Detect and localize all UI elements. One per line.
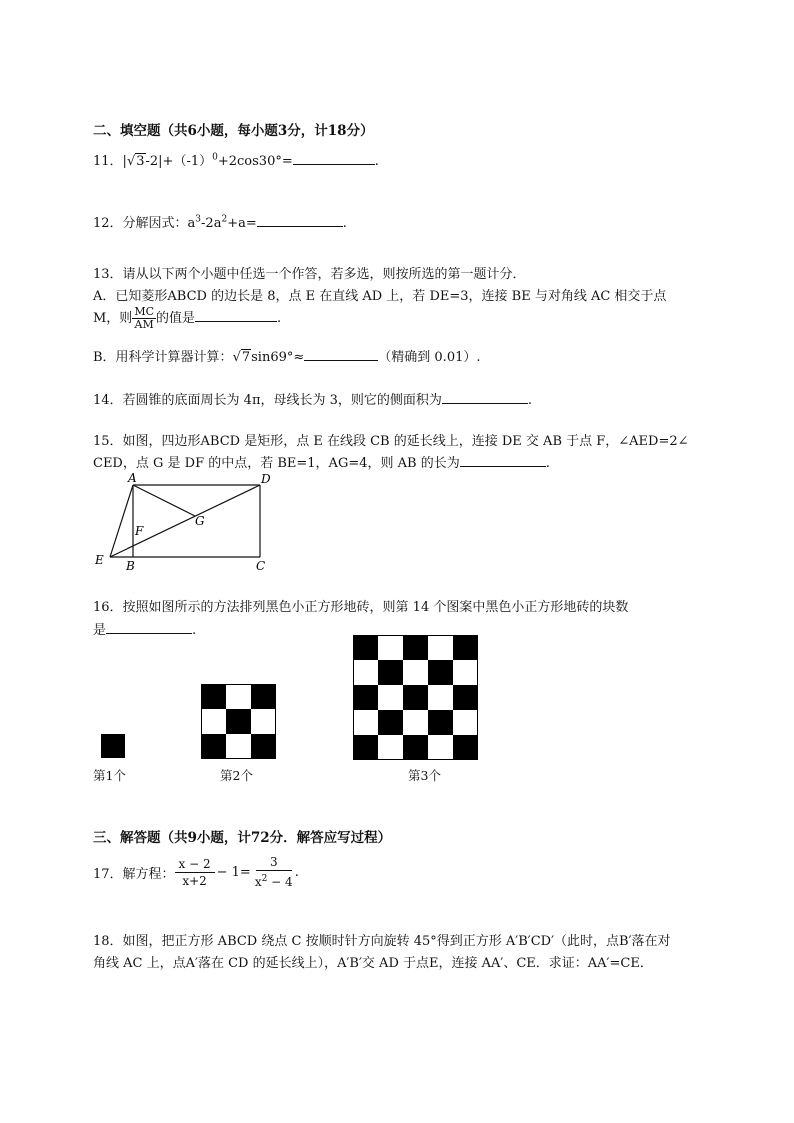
black-tile bbox=[453, 635, 478, 660]
section-2-title: 二、填空题（共6小题，每小题3分，计18分） bbox=[93, 123, 374, 139]
white-tile bbox=[428, 735, 453, 760]
black-tile bbox=[226, 709, 251, 734]
black-tile bbox=[353, 735, 378, 760]
pattern-3-caption: 第3个 bbox=[408, 768, 441, 783]
q12-answer-blank[interactable] bbox=[257, 214, 343, 227]
q17-fraction-1: $\frac{x - 2}{x+2}$ bbox=[175, 856, 215, 889]
q15-line2-text: CED，点 G 是 DF 的中点，若 BE=1，AG=4，则 AB 的长为 bbox=[93, 456, 460, 471]
pattern-2-caption: 第2个 bbox=[220, 768, 253, 783]
white-tile bbox=[353, 660, 378, 685]
white-tile bbox=[403, 710, 428, 735]
q14-answer-blank[interactable] bbox=[442, 391, 528, 404]
white-tile bbox=[453, 710, 478, 735]
q16-answer-blank[interactable] bbox=[106, 621, 192, 634]
q15-rectangle-figure bbox=[90, 470, 280, 575]
q16-line2 bbox=[93, 619, 196, 638]
q12-mid: -2a bbox=[201, 216, 222, 231]
q11-sqrt: √3 bbox=[126, 154, 145, 169]
white-tile bbox=[428, 685, 453, 710]
q15-answer-blank[interactable] bbox=[460, 454, 546, 467]
pattern-1-caption: 第1个 bbox=[93, 768, 126, 783]
white-tile bbox=[251, 709, 276, 734]
pattern-2-grid bbox=[201, 684, 276, 759]
label-b: B bbox=[126, 559, 135, 573]
white-tile bbox=[353, 710, 378, 735]
black-tile bbox=[453, 735, 478, 760]
black-tile bbox=[251, 734, 276, 759]
white-tile bbox=[378, 635, 403, 660]
black-tile bbox=[251, 684, 276, 709]
q13-a-prefix: M，则 bbox=[93, 311, 133, 326]
q12-text: 12．分解因式：a bbox=[93, 216, 196, 231]
black-tile bbox=[378, 710, 403, 735]
q13-a-period: . bbox=[277, 311, 282, 326]
q14-period: . bbox=[527, 393, 533, 408]
label-a: A bbox=[128, 471, 137, 485]
q12-period: . bbox=[342, 216, 347, 231]
q11-expr-end: +2cos30°= bbox=[217, 154, 293, 169]
white-tile bbox=[453, 660, 478, 685]
q11-number: 11． bbox=[93, 154, 123, 169]
white-tile bbox=[201, 709, 226, 734]
question-17 bbox=[93, 854, 299, 890]
question-12 bbox=[93, 212, 347, 231]
black-tile bbox=[353, 635, 378, 660]
q13-b-expr: sin69°≈ bbox=[251, 350, 305, 365]
q16-period: . bbox=[192, 623, 197, 638]
q17-fraction-2: $\frac{3}{x^2 - 4}$ bbox=[254, 855, 293, 889]
white-tile bbox=[403, 660, 428, 685]
black-tile bbox=[428, 660, 453, 685]
question-14 bbox=[93, 389, 532, 408]
q13-b-sqrt: √7 bbox=[232, 350, 251, 365]
pattern-1-tile bbox=[101, 734, 125, 758]
q12-exp2: 2 bbox=[221, 214, 228, 225]
q16-line2-text: 是 bbox=[93, 623, 107, 638]
white-tile bbox=[378, 735, 403, 760]
q15-period: . bbox=[545, 456, 550, 471]
q16-line1: 16．按照如图所示的方法排列黑色小正方形地砖，则第 14 个图案中黑色小正方形地砖的块数 bbox=[93, 600, 629, 615]
white-tile bbox=[226, 734, 251, 759]
label-d: D bbox=[261, 472, 271, 486]
q17-period: . bbox=[294, 864, 299, 880]
black-tile bbox=[453, 685, 478, 710]
q18-line1: 18．如图，把正方形 ABCD 绕点 C 按顺时针方向旋转 45°得到正方形 A′B′CD′（此时，点B′落在对 bbox=[93, 934, 671, 949]
white-tile bbox=[428, 635, 453, 660]
black-tile bbox=[403, 735, 428, 760]
q13-fraction: $\frac{MC}{AM}$ bbox=[134, 305, 154, 331]
label-c: C bbox=[256, 559, 266, 573]
section-3-title: 三、解答题（共9小题，计72分．解答应写过程） bbox=[93, 830, 392, 846]
q15-line1: 15．如图，四边形ABCD 是矩形，点 E 在线段 CB 的延长线上，连接 DE 交 AB 于点 F，∠AED=2∠ bbox=[93, 434, 689, 449]
q11-expr-mid: -2|+（-1） bbox=[145, 154, 213, 169]
white-tile bbox=[226, 684, 251, 709]
label-e: E bbox=[95, 553, 104, 567]
black-tile bbox=[403, 685, 428, 710]
black-tile bbox=[403, 635, 428, 660]
q13-b-answer-blank[interactable] bbox=[304, 348, 378, 361]
pattern-3-grid bbox=[353, 635, 478, 760]
q11-answer-blank[interactable] bbox=[293, 152, 375, 165]
q12-end-text: +a= bbox=[227, 216, 257, 231]
q12-exp1: 3 bbox=[195, 214, 202, 225]
white-tile bbox=[378, 685, 403, 710]
question-11 bbox=[93, 150, 379, 169]
q14-text: 14．若圆锥的底面周长为 4π，母线长为 3，则它的侧面积为 bbox=[93, 393, 442, 408]
black-tile bbox=[353, 685, 378, 710]
q17-prefix: 17．解方程： bbox=[93, 866, 175, 882]
label-f: F bbox=[135, 524, 144, 538]
q13-a-line2 bbox=[93, 306, 281, 331]
edge-ea bbox=[110, 485, 133, 557]
q13-a-answer-blank[interactable] bbox=[195, 309, 277, 322]
q13-a-line1: A．已知菱形ABCD 的边长是 8，点 E 在直线 AD 上，若 DE=3，连接 BE 与对角线 AC 相交于点 bbox=[93, 289, 667, 304]
black-tile bbox=[201, 734, 226, 759]
black-tile bbox=[201, 684, 226, 709]
q13-b-suffix: （精确到 0.01）. bbox=[378, 350, 481, 365]
q18-line2: 角线 AC 上，点A′落在 CD 的延长线上），A′B′交 AD 于点E，连接 AA′、CE．求证：AA′=CE． bbox=[93, 956, 653, 971]
black-tile bbox=[378, 660, 403, 685]
edge-ag bbox=[133, 485, 195, 516]
q11-period: . bbox=[374, 154, 379, 169]
q15-line2 bbox=[93, 452, 550, 471]
q13-a-suffix: 的值是 bbox=[156, 311, 196, 326]
q13-intro: 13．请从以下两个小题中任选一个作答，若多选，则按所选的第一题计分． bbox=[93, 267, 526, 282]
q13-b-line bbox=[93, 346, 481, 365]
q17-mid: − 1= bbox=[216, 864, 251, 880]
q11-abs-open: | bbox=[122, 154, 127, 169]
label-g: G bbox=[195, 514, 205, 528]
q13-b-prefix: B．用科学计算器计算： bbox=[93, 350, 233, 365]
q11-exponent: 0 bbox=[212, 152, 218, 163]
black-tile bbox=[428, 710, 453, 735]
